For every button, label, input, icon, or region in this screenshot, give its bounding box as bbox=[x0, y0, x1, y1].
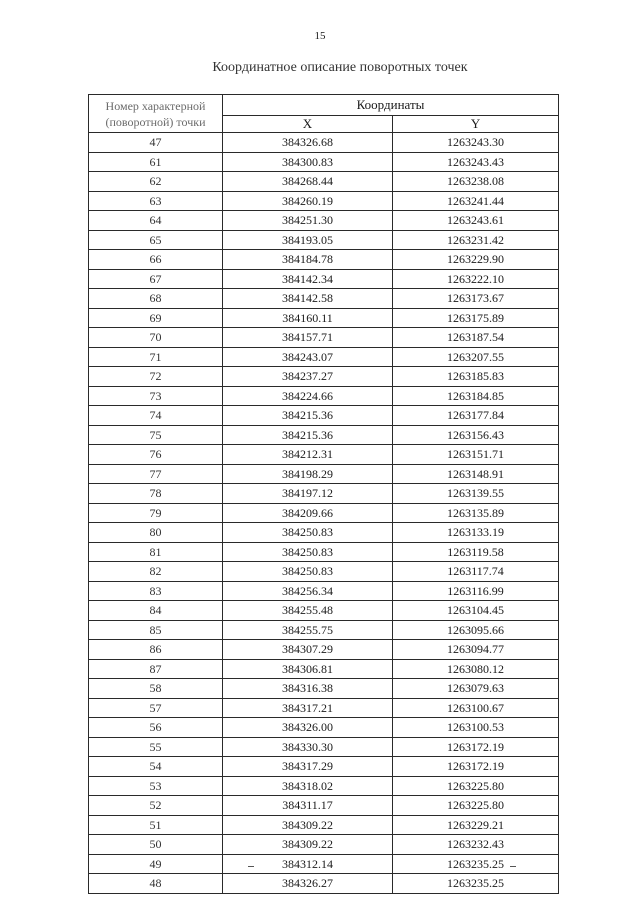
x-coordinate-cell: 384215.36 bbox=[223, 425, 393, 445]
point-number-cell: 64 bbox=[89, 211, 223, 231]
y-coordinate-cell: 1263080.12 bbox=[393, 659, 559, 679]
table-row bbox=[89, 698, 559, 718]
table-row bbox=[89, 679, 559, 699]
y-coordinate-cell: 1263173.67 bbox=[393, 289, 559, 309]
y-coordinate-cell: 1263156.43 bbox=[393, 425, 559, 445]
y-coordinate-cell: 1263100.67 bbox=[393, 698, 559, 718]
table-row bbox=[89, 289, 559, 309]
y-coordinate-cell: 1263222.10 bbox=[393, 269, 559, 289]
point-number-cell: 70 bbox=[89, 328, 223, 348]
point-number-cell: 66 bbox=[89, 250, 223, 270]
table-row bbox=[89, 152, 559, 172]
point-number-cell: 82 bbox=[89, 562, 223, 582]
table-row bbox=[89, 776, 559, 796]
table-row bbox=[89, 640, 559, 660]
x-coordinate-cell: 384306.81 bbox=[223, 659, 393, 679]
table-row bbox=[89, 484, 559, 504]
point-number-cell: 65 bbox=[89, 230, 223, 250]
table-header bbox=[89, 95, 559, 133]
table-row bbox=[89, 250, 559, 270]
point-number-cell: 51 bbox=[89, 815, 223, 835]
table-row bbox=[89, 386, 559, 406]
y-coordinate-cell: 1263235.25 bbox=[393, 854, 559, 874]
table-row bbox=[89, 835, 559, 855]
x-coordinate-cell: 384142.58 bbox=[223, 289, 393, 309]
x-column-header: X bbox=[223, 116, 393, 133]
x-coordinate-cell: 384197.12 bbox=[223, 484, 393, 504]
y-coordinate-cell: 1263229.21 bbox=[393, 815, 559, 835]
y-coordinate-cell: 1263235.25 bbox=[393, 874, 559, 894]
y-coordinate-cell: 1263231.42 bbox=[393, 230, 559, 250]
x-coordinate-cell: 384256.34 bbox=[223, 581, 393, 601]
y-coordinate-cell: 1263243.61 bbox=[393, 211, 559, 231]
x-coordinate-cell: 384317.29 bbox=[223, 757, 393, 777]
y-coordinate-cell: 1263229.90 bbox=[393, 250, 559, 270]
point-number-cell: 69 bbox=[89, 308, 223, 328]
y-coordinate-cell: 1263175.89 bbox=[393, 308, 559, 328]
coordinates-header: Координаты bbox=[223, 95, 559, 116]
x-coordinate-cell: 384312.14 bbox=[223, 854, 393, 874]
point-number-cell: 54 bbox=[89, 757, 223, 777]
point-number-cell: 68 bbox=[89, 289, 223, 309]
y-coordinate-cell: 1263172.19 bbox=[393, 737, 559, 757]
y-coordinate-cell: 1263104.45 bbox=[393, 601, 559, 621]
table-row bbox=[89, 211, 559, 231]
point-number-cell: 72 bbox=[89, 367, 223, 387]
x-coordinate-cell: 384326.68 bbox=[223, 133, 393, 153]
table-row bbox=[89, 464, 559, 484]
table-body bbox=[89, 133, 559, 894]
y-coordinate-cell: 1263095.66 bbox=[393, 620, 559, 640]
x-coordinate-cell: 384255.75 bbox=[223, 620, 393, 640]
point-number-cell: 77 bbox=[89, 464, 223, 484]
y-coordinate-cell: 1263187.54 bbox=[393, 328, 559, 348]
x-coordinate-cell: 384250.83 bbox=[223, 562, 393, 582]
y-coordinate-cell: 1263119.58 bbox=[393, 542, 559, 562]
y-coordinate-cell: 1263117.74 bbox=[393, 562, 559, 582]
table-row bbox=[89, 542, 559, 562]
table-row bbox=[89, 269, 559, 289]
y-coordinate-cell: 1263238.08 bbox=[393, 172, 559, 192]
point-number-cell: 84 bbox=[89, 601, 223, 621]
point-number-cell: 78 bbox=[89, 484, 223, 504]
page-number: 15 bbox=[314, 30, 326, 42]
y-coordinate-cell: 1263079.63 bbox=[393, 679, 559, 699]
x-coordinate-cell: 384318.02 bbox=[223, 776, 393, 796]
point-number-cell: 50 bbox=[89, 835, 223, 855]
point-number-cell: 71 bbox=[89, 347, 223, 367]
x-coordinate-cell: 384307.29 bbox=[223, 640, 393, 660]
table-row bbox=[89, 347, 559, 367]
y-coordinate-cell: 1263207.55 bbox=[393, 347, 559, 367]
x-coordinate-cell: 384316.38 bbox=[223, 679, 393, 699]
point-number-cell: 53 bbox=[89, 776, 223, 796]
point-number-cell: 61 bbox=[89, 152, 223, 172]
x-coordinate-cell: 384212.31 bbox=[223, 445, 393, 465]
y-coordinate-cell: 1263243.43 bbox=[393, 152, 559, 172]
point-number-cell: 63 bbox=[89, 191, 223, 211]
table-row bbox=[89, 191, 559, 211]
point-number-cell: 56 bbox=[89, 718, 223, 738]
point-number-cell: 67 bbox=[89, 269, 223, 289]
point-number-cell: 80 bbox=[89, 523, 223, 543]
y-coordinate-cell: 1263241.44 bbox=[393, 191, 559, 211]
point-number-cell: 76 bbox=[89, 445, 223, 465]
table-row bbox=[89, 620, 559, 640]
y-coordinate-cell: 1263243.30 bbox=[393, 133, 559, 153]
x-coordinate-cell: 384157.71 bbox=[223, 328, 393, 348]
x-coordinate-cell: 384251.30 bbox=[223, 211, 393, 231]
point-number-cell: 74 bbox=[89, 406, 223, 426]
y-coordinate-cell: 1263151.71 bbox=[393, 445, 559, 465]
y-coordinate-cell: 1263225.80 bbox=[393, 796, 559, 816]
x-coordinate-cell: 384260.19 bbox=[223, 191, 393, 211]
x-coordinate-cell: 384300.83 bbox=[223, 152, 393, 172]
table-row bbox=[89, 425, 559, 445]
point-number-cell: 47 bbox=[89, 133, 223, 153]
coordinates-table bbox=[88, 94, 559, 894]
table-row bbox=[89, 562, 559, 582]
footer-mark bbox=[510, 866, 516, 871]
x-coordinate-cell: 384317.21 bbox=[223, 698, 393, 718]
y-coordinate-cell: 1263135.89 bbox=[393, 503, 559, 523]
point-number-cell: 83 bbox=[89, 581, 223, 601]
y-coordinate-cell: 1263184.85 bbox=[393, 386, 559, 406]
table-row bbox=[89, 737, 559, 757]
table-row bbox=[89, 445, 559, 465]
table-row bbox=[89, 406, 559, 426]
y-coordinate-cell: 1263172.19 bbox=[393, 757, 559, 777]
table-row bbox=[89, 718, 559, 738]
footer-mark bbox=[248, 866, 254, 871]
x-coordinate-cell: 384198.29 bbox=[223, 464, 393, 484]
point-number-cell: 49 bbox=[89, 854, 223, 874]
point-number-cell: 85 bbox=[89, 620, 223, 640]
table-row bbox=[89, 172, 559, 192]
point-number-cell: 57 bbox=[89, 698, 223, 718]
point-number-cell: 55 bbox=[89, 737, 223, 757]
table-row bbox=[89, 308, 559, 328]
x-coordinate-cell: 384311.17 bbox=[223, 796, 393, 816]
table-row bbox=[89, 367, 559, 387]
x-coordinate-cell: 384309.22 bbox=[223, 835, 393, 855]
x-coordinate-cell: 384268.44 bbox=[223, 172, 393, 192]
y-coordinate-cell: 1263225.80 bbox=[393, 776, 559, 796]
x-coordinate-cell: 384243.07 bbox=[223, 347, 393, 367]
x-coordinate-cell: 384326.27 bbox=[223, 874, 393, 894]
table-row bbox=[89, 503, 559, 523]
table-row bbox=[89, 133, 559, 153]
x-coordinate-cell: 384326.00 bbox=[223, 718, 393, 738]
x-coordinate-cell: 384160.11 bbox=[223, 308, 393, 328]
point-number-cell: 52 bbox=[89, 796, 223, 816]
x-coordinate-cell: 384237.27 bbox=[223, 367, 393, 387]
x-coordinate-cell: 384193.05 bbox=[223, 230, 393, 250]
x-coordinate-cell: 384215.36 bbox=[223, 406, 393, 426]
x-coordinate-cell: 384224.66 bbox=[223, 386, 393, 406]
y-coordinate-cell: 1263148.91 bbox=[393, 464, 559, 484]
table-row bbox=[89, 659, 559, 679]
point-number-cell: 73 bbox=[89, 386, 223, 406]
table-row bbox=[89, 815, 559, 835]
x-coordinate-cell: 384250.83 bbox=[223, 542, 393, 562]
y-coordinate-cell: 1263185.83 bbox=[393, 367, 559, 387]
x-coordinate-cell: 384142.34 bbox=[223, 269, 393, 289]
point-number-cell: 58 bbox=[89, 679, 223, 699]
y-coordinate-cell: 1263100.53 bbox=[393, 718, 559, 738]
table-row bbox=[89, 581, 559, 601]
x-coordinate-cell: 384309.22 bbox=[223, 815, 393, 835]
table-row bbox=[89, 230, 559, 250]
point-number-cell: 81 bbox=[89, 542, 223, 562]
point-number-cell: 79 bbox=[89, 503, 223, 523]
point-number-cell: 86 bbox=[89, 640, 223, 660]
page-footer bbox=[0, 866, 640, 876]
document-title: Координатное описание поворотных точек bbox=[212, 60, 468, 75]
y-coordinate-cell: 1263094.77 bbox=[393, 640, 559, 660]
table-row bbox=[89, 523, 559, 543]
y-coordinate-cell: 1263116.99 bbox=[393, 581, 559, 601]
x-coordinate-cell: 384184.78 bbox=[223, 250, 393, 270]
y-column-header: Y bbox=[393, 116, 559, 133]
y-coordinate-cell: 1263139.55 bbox=[393, 484, 559, 504]
point-number-cell: 75 bbox=[89, 425, 223, 445]
x-coordinate-cell: 384255.48 bbox=[223, 601, 393, 621]
table-row bbox=[89, 601, 559, 621]
y-coordinate-cell: 1263133.19 bbox=[393, 523, 559, 543]
x-coordinate-cell: 384209.66 bbox=[223, 503, 393, 523]
x-coordinate-cell: 384250.83 bbox=[223, 523, 393, 543]
table-row bbox=[89, 328, 559, 348]
x-coordinate-cell: 384330.30 bbox=[223, 737, 393, 757]
table-row bbox=[89, 757, 559, 777]
y-coordinate-cell: 1263177.84 bbox=[393, 406, 559, 426]
point-number-cell: 62 bbox=[89, 172, 223, 192]
point-number-cell: 48 bbox=[89, 874, 223, 894]
table-row bbox=[89, 874, 559, 894]
table-row bbox=[89, 796, 559, 816]
point-number-header: Номер характерной (поворотной) точки bbox=[89, 95, 223, 133]
y-coordinate-cell: 1263232.43 bbox=[393, 835, 559, 855]
point-number-cell: 87 bbox=[89, 659, 223, 679]
